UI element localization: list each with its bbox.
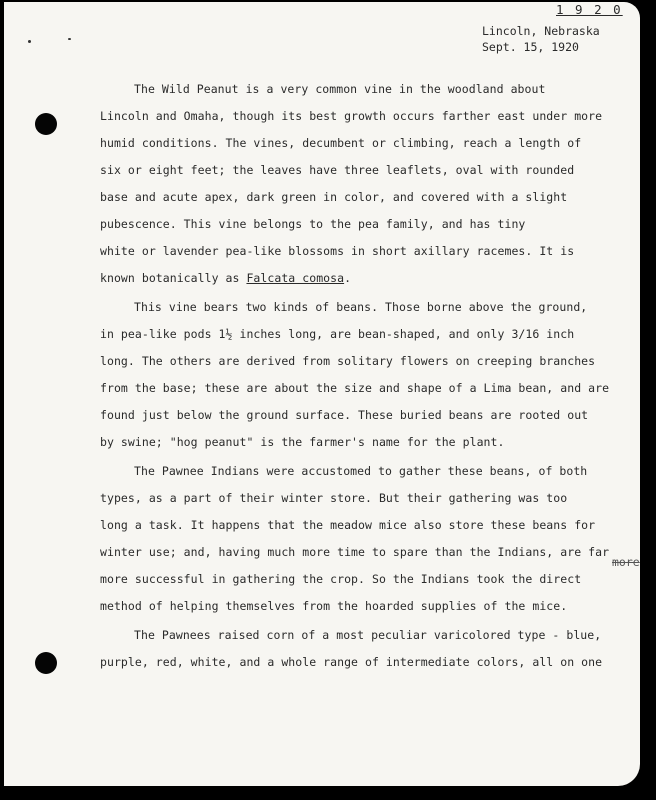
text-line: The Pawnee Indians were accustomed to gather these beans, of both [134, 464, 588, 478]
text-line: The Pawnees raised corn of a most peculiar varicolored type - blue, [134, 628, 602, 642]
text-line: from the base; these are about the size and shape of a Lima bean, and are [100, 381, 610, 395]
ink-speck [68, 38, 71, 40]
text-line: base and acute apex, dark green in color, and covered with a slight [100, 190, 568, 204]
punch-hole-bottom [35, 652, 57, 674]
text-line: long. The others are derived from solitary flowers on creeping branches [100, 354, 596, 368]
text-line: in pea-like pods 1½ inches long, are bean-shaped, and only 3/16 inch [100, 327, 575, 341]
text-line: humid conditions. The vines, decumbent or climbing, reach a length of [100, 136, 582, 150]
text-line: method of helping themselves from the hoarded supplies of the mice. [100, 599, 568, 613]
text-line: long a task. It happens that the meadow mice also store these beans for [100, 518, 596, 532]
ink-speck [28, 40, 31, 43]
text-fragment: . [344, 271, 352, 285]
text-line: winter use; and, having much more time to spare than the Indians, are far [100, 545, 610, 559]
text-line: six or eight feet; the leaves have three leaflets, oval with rounded [100, 163, 575, 177]
margin-note: more [612, 555, 640, 569]
document-place: Lincoln, Nebraska [482, 24, 600, 38]
text-line: pubescence. This vine belongs to the pea family, and has tiny [100, 217, 526, 231]
text-line: types, as a part of their winter store. But their gathering was too [100, 491, 568, 505]
text-line: more successful in gathering the crop. So the Indians took the direct [100, 572, 582, 586]
botanical-name: Falcata comosa [246, 271, 345, 285]
document-date: Sept. 15, 1920 [482, 40, 579, 54]
text-line: white or lavender pea-like blossoms in short axillary racemes. It is [100, 244, 575, 258]
document-page [4, 2, 640, 786]
document-year: 1 9 2 0 [556, 2, 623, 17]
text-line: purple, red, white, and a whole range of intermediate colors, all on one [100, 655, 603, 669]
text-line: by swine; "hog peanut" is the farmer's name for the plant. [100, 435, 505, 449]
text-fragment: known botanically as [100, 271, 247, 285]
text-line: Lincoln and Omaha, though its best growth occurs farther east under more [100, 109, 603, 123]
punch-hole-top [35, 113, 57, 135]
text-line: found just below the ground surface. These buried beans are rooted out [100, 408, 589, 422]
text-line: The Wild Peanut is a very common vine in the woodland about [134, 82, 546, 96]
text-line: This vine bears two kinds of beans. Those borne above the ground, [134, 300, 588, 314]
text-line [100, 271, 351, 285]
